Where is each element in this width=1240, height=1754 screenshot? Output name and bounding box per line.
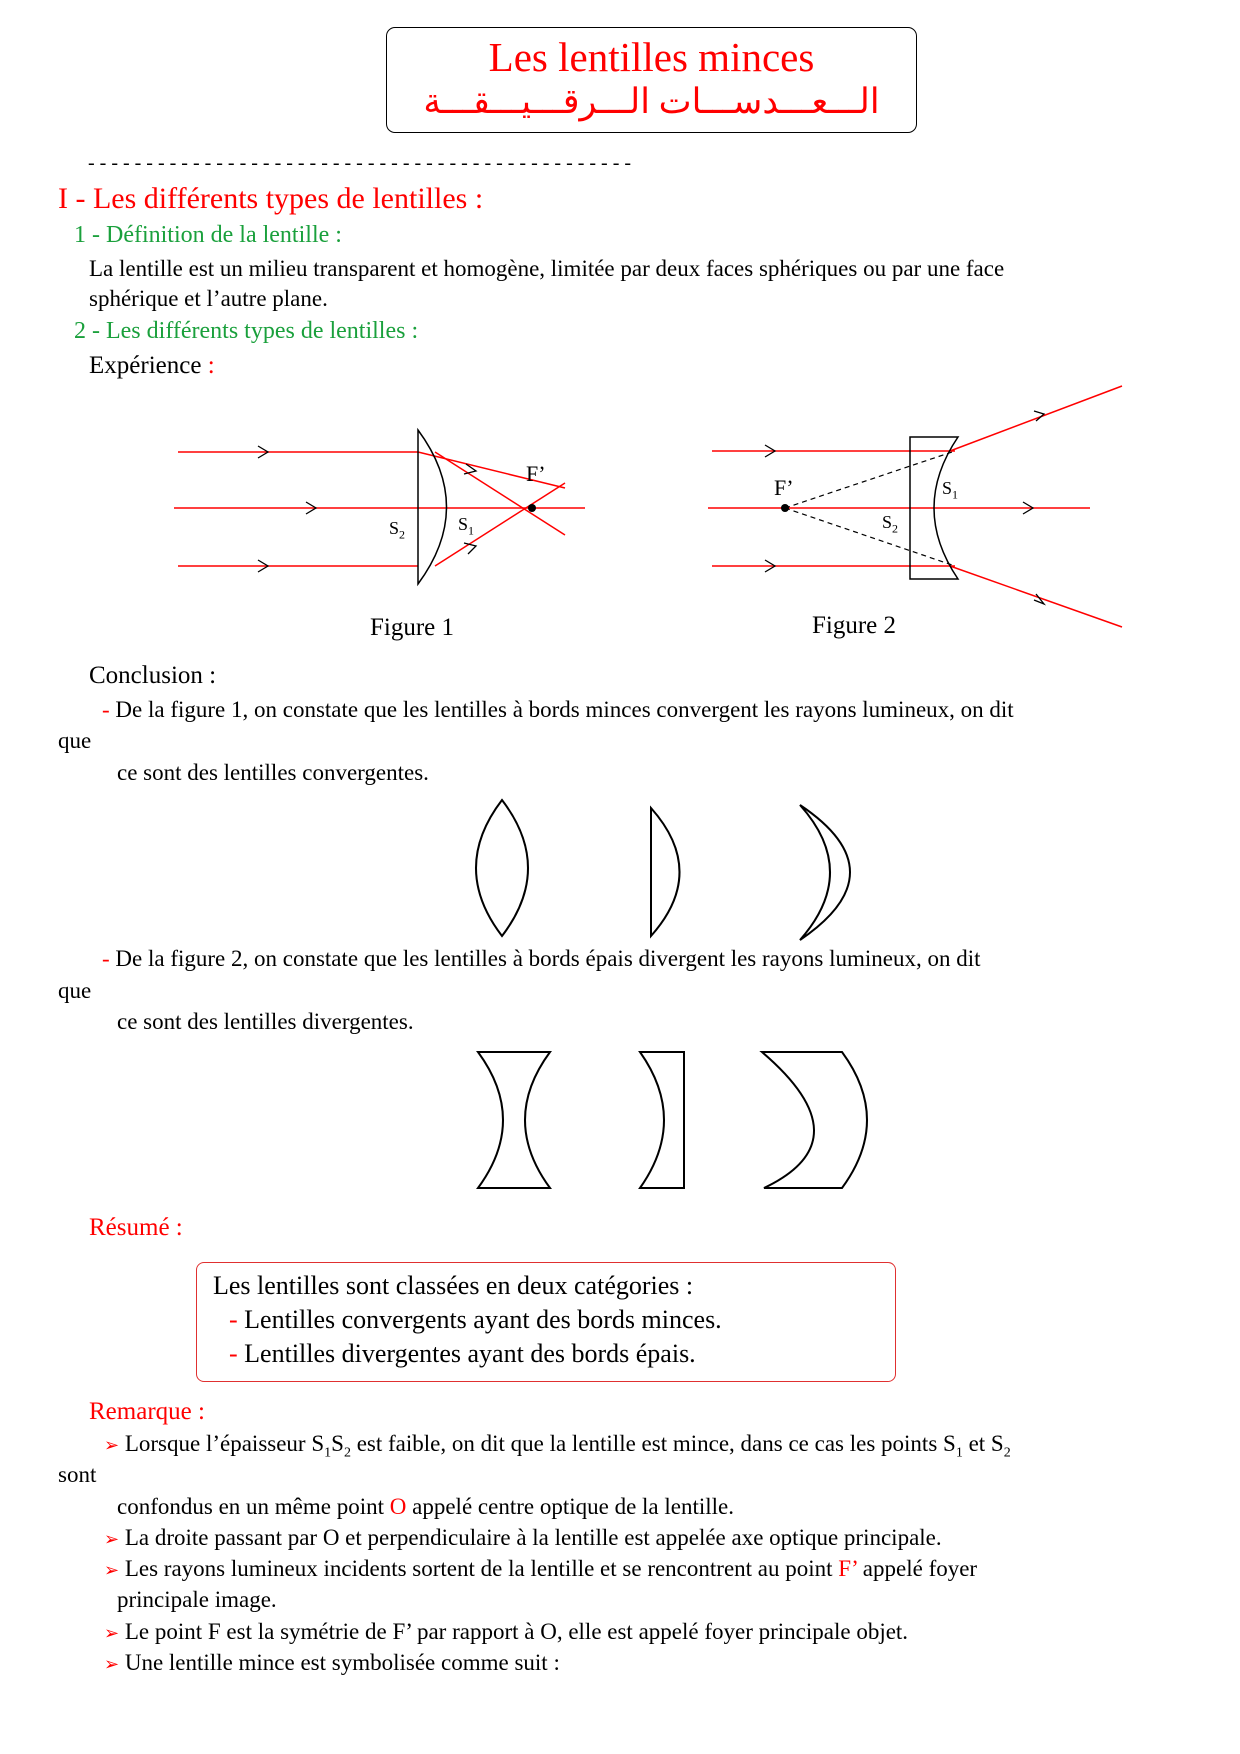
bullet-arrow-icon: ➢ [104, 1560, 120, 1580]
fig1-focal-label: F’ [526, 461, 546, 486]
experience-text: Expérience [89, 352, 202, 379]
fig2-s2-letter: S [882, 512, 893, 532]
remarque-item3-line1 [104, 1556, 977, 1582]
fig1-s2-letter: S [389, 518, 400, 538]
page-title: Les lentilles minces [488, 34, 815, 80]
focal-image-label: F’ [838, 1556, 858, 1581]
remarque-item1-line1 [104, 1431, 1011, 1462]
remarque-item5 [104, 1650, 560, 1676]
bullet-arrow-icon: ➢ [104, 1654, 120, 1674]
fig2-caption: Figure 2 [812, 612, 897, 639]
fig2-s1-sub: 1 [952, 487, 959, 502]
biconcave-lens [478, 1052, 550, 1188]
remarque-label: Remarque : [89, 1398, 205, 1425]
summary-dash-1: - [229, 1305, 238, 1334]
remarque-item1-b: est faible, on dit que la lentille est mince, dans ce cas les points S [350, 1431, 956, 1456]
plano-concave-lens [640, 1052, 684, 1188]
remarque-item2 [104, 1525, 942, 1551]
remarque-item4 [104, 1619, 908, 1645]
bullet-arrow-icon: ➢ [104, 1623, 120, 1643]
remarque-item1-sub3: 1 [955, 1445, 963, 1461]
remarque-item1-line3-b: appelé centre optique de la lentille. [406, 1494, 734, 1519]
definition-line-1: La lentille est un milieu transparent et homogène, limitée par deux faces sphériques ou par une face [89, 256, 1005, 281]
summary-text-2: Lentilles convergents ayant des bords minces. [237, 1305, 722, 1334]
remarque-item3-a: Les rayons lumineux incidents sortent de la lentille et se rencontrent au point [119, 1556, 839, 1581]
definition-line-2: sphérique et l’autre plane. [89, 286, 328, 311]
summary-box [196, 1262, 896, 1382]
conclusion-item2-line3: ce sont des lentilles divergentes. [117, 1009, 414, 1034]
fig1-caption: Figure 1 [370, 614, 455, 641]
optical-center-label: O [389, 1494, 407, 1519]
bullet-arrow-icon: ➢ [104, 1435, 120, 1455]
subsection-heading-types: 2 - Les différents types de lentilles : [74, 318, 419, 344]
conclusion-label: Conclusion : [89, 662, 217, 689]
remarque-item1-c: et S [962, 1431, 1004, 1456]
summary-dash-2: - [229, 1339, 238, 1368]
conclusion-item1-line3: ce sont des lentilles convergentes. [117, 760, 429, 785]
remarque-item3-line2: principale image. [117, 1587, 277, 1612]
remarque-item4-text: Le point F est la symétrie de F’ par rapport à O, elle est appelé foyer principale objet. [119, 1619, 909, 1644]
conclusion-item1-dash: - [102, 697, 110, 722]
remarque-item5-text: Une lentille mince est symbolisée comme suit : [119, 1650, 560, 1675]
remarque-item1-sub4: 2 [1003, 1445, 1011, 1461]
summary-text-3: Lentilles divergentes ayant des bords épais. [237, 1339, 696, 1368]
page-title-arabic: الـــعـــدســـات الـــرقـــيـــقـــة [423, 82, 880, 121]
remarque-item2-text: La droite passant par O et perpendiculaire à la lentille est appelée axe optique principale. [119, 1525, 942, 1550]
fig1-s1-sub: 1 [468, 523, 475, 538]
experience-colon: : [201, 352, 215, 379]
summary-line-2 [229, 1305, 722, 1335]
remarque-item1-line3-a: confondus en un même point [117, 1494, 390, 1519]
remarque-item1-a: Lorsque l’épaisseur S [119, 1431, 325, 1456]
subsection-heading-definition: 1 - Définition de la lentille : [74, 222, 342, 248]
remarque-item1-s: S [331, 1431, 344, 1456]
fig2-focal-label: F’ [774, 475, 794, 500]
conclusion-item2-line2: que [58, 978, 92, 1003]
conclusion-item2-text: De la figure 2, on constate que les lentilles à bords épais divergent les rayons lumineux, on dit [109, 946, 981, 971]
remarque-item1-sub1: 1 [324, 1445, 332, 1461]
conclusion-item2-dash: - [102, 946, 110, 971]
fig2-s1-letter: S [942, 478, 953, 498]
bullet-arrow-icon: ➢ [104, 1529, 120, 1549]
remarque-item1-line3 [117, 1494, 734, 1520]
remarque-item1-sub2: 2 [343, 1445, 351, 1461]
summary-line-3 [229, 1339, 696, 1369]
conclusion-item1-text: De la figure 1, on constate que les lentilles à bords minces convergent les rayons lumineux, on dit [109, 697, 1014, 722]
conclusion-item1-line2: que [58, 728, 92, 753]
separator-line: - - - - - - - - - - - - - - - - - - - - - - - - - - - - - - - - - - - - - - - - - - - - - - - [88, 152, 632, 174]
section-heading: I - Les différents types de lentilles : [58, 182, 484, 215]
resume-label: Résumé : [89, 1214, 183, 1241]
fig2-s2-sub: 2 [892, 521, 899, 536]
divergent-meniscus-lens [762, 1052, 867, 1188]
remarque-item3-b: appelé foyer [857, 1556, 978, 1581]
summary-line-1: Les lentilles sont classées en deux catégories : [213, 1271, 694, 1300]
remarque-item1-line2: sont [58, 1462, 97, 1487]
fig1-s2-sub: 2 [399, 527, 406, 542]
fig1-s1-letter: S [458, 514, 469, 534]
